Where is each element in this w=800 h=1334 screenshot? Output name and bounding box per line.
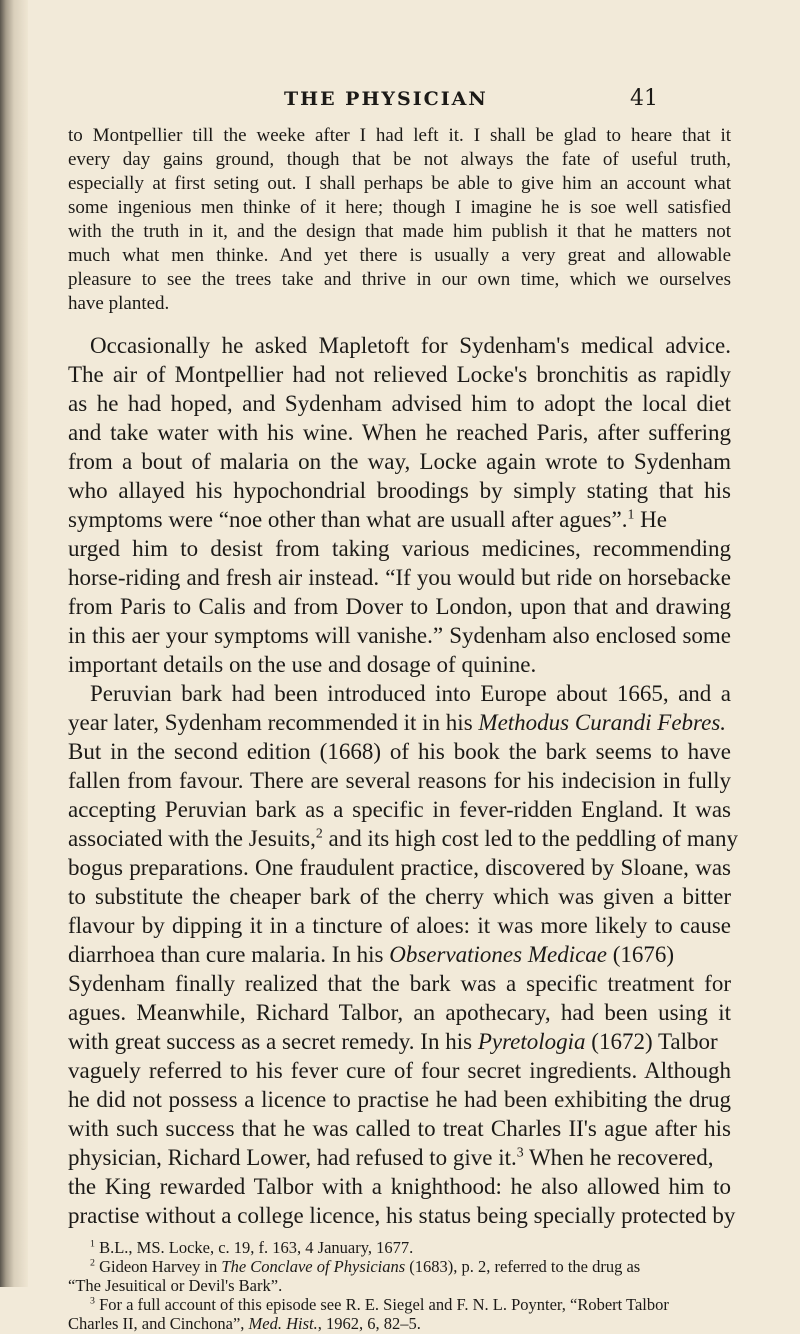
quote-line: some ingenious men thinke of it here; though I imagine he is soe well satisfied bbox=[68, 197, 731, 218]
body-line: physician, Richard Lower, had refused to give it.$^3$ When he recovered, bbox=[68, 1144, 714, 1170]
body-line: in this aer your symptoms will vanishe.” Sydenham also enclosed some bbox=[68, 623, 731, 648]
quote-line: have planted. bbox=[68, 293, 170, 314]
body-line: The air of Montpellier had not relieved Locke's bronchitis as rapidly bbox=[68, 362, 731, 387]
body-line: from Paris to Calis and from Dover to London, upon that and drawing bbox=[68, 594, 731, 619]
body-line: vaguely referred to his fever cure of four secret ingredients. Although bbox=[68, 1058, 731, 1083]
body-line: associated with the Jesuits,$^2$ and its high cost led to the peddling of many bbox=[68, 825, 738, 851]
quote-line: to Montpellier till the weeke after I had left it. I shall be glad to heare that it bbox=[68, 125, 731, 146]
body-line: bogus preparations. One fraudulent practice, discovered by Sloane, was bbox=[68, 855, 731, 880]
quote-line: especially at first seting out. I shall perhaps be able to give him an account what bbox=[68, 173, 731, 194]
body-line: flavour by dipping it in a tincture of aloes: it was more likely to cause bbox=[68, 913, 731, 938]
footnote-ref[interactable]: 2 bbox=[315, 825, 323, 841]
book-title: Observationes Medicae bbox=[389, 942, 608, 967]
quote-line: pleasure to see the trees take and thrive in our own time, which we ourselves bbox=[68, 269, 731, 290]
body-line: Peruvian bark had been introduced into Europe about 1665, and a bbox=[90, 681, 731, 706]
body-line: horse-riding and fresh air instead. “If you would but ride on horsebacke bbox=[68, 565, 731, 590]
body-line: as he had hoped, and Sydenham advised him to adopt the local diet bbox=[68, 391, 731, 416]
body-line: Occasionally he asked Mapletoft for Sydenham's medical advice. bbox=[90, 333, 731, 358]
body-line: the King rewarded Talbor with a knighthood: he also allowed him to bbox=[68, 1174, 731, 1199]
body-line: diarrhoea than cure malaria. In his Observationes Medicae (1676) bbox=[68, 942, 675, 967]
book-title: Pyretologia bbox=[477, 1029, 586, 1054]
body-line: who allayed his hypochondrial broodings by simply stating that his bbox=[68, 478, 731, 503]
body-line: and take water with his wine. When he reached Paris, after suffering bbox=[68, 420, 731, 445]
footnote-3-cont: Charles II, and Cinchona”, Med. Hist., 1962, 6, 82–5. bbox=[68, 1314, 421, 1333]
footnote-2-cont: “The Jesuitical or Devil's Bark”. bbox=[68, 1276, 283, 1295]
body-line: to substitute the cheaper bark of the cherry which was given a bitter bbox=[68, 884, 731, 909]
quote-line: every day gains ground, though that be not always the fate of useful truth, bbox=[68, 149, 731, 170]
body-line: year later, Sydenham recommended it in his Methodus Curandi Febres. bbox=[68, 710, 727, 735]
quote-line: much what men thinke. And yet there is usually a very great and allowable bbox=[68, 245, 731, 266]
footnote-ref[interactable]: 1 bbox=[627, 506, 635, 522]
book-title: Methodus Curandi Febres. bbox=[478, 710, 727, 735]
body-line: fallen from favour. There are several reasons for his indecision in fully bbox=[68, 768, 731, 793]
footnote-3: $^3$ For a full account of this episode see R. E. Siegel and F. N. L. Poynter, “Robert Talbor bbox=[90, 1295, 669, 1314]
body-line: But in the second edition (1668) of his book the bark seems to have bbox=[68, 739, 731, 764]
body-line: from a bout of malaria on the way, Locke again wrote to Sydenham bbox=[68, 449, 731, 474]
quote-line: with the truth in it, and the design that made him publish it that he matters not bbox=[68, 221, 731, 242]
body-line: important details on the use and dosage of quinine. bbox=[68, 652, 537, 677]
body-line: with such success that he was called to treat Charles II's ague after his bbox=[68, 1116, 731, 1141]
body-line: agues. Meanwhile, Richard Talbor, an apothecary, had been using it bbox=[68, 1000, 731, 1025]
body-line: with great success as a secret remedy. In his Pyretologia (1672) Talbor bbox=[68, 1029, 718, 1054]
body-line: accepting Peruvian bark as a specific in fever-ridden England. It was bbox=[68, 797, 731, 822]
footnote-1: $^1$ B.L., MS. Locke, c. 19, f. 163, 4 January, 1677. bbox=[90, 1238, 414, 1257]
body-line: urged him to desist from taking various medicines, recommending bbox=[68, 536, 731, 561]
body-line: symptoms were “noe other than what are usuall after agues”.$^1$ He bbox=[68, 506, 667, 532]
body-line: practise without a college licence, his status being specially protected by bbox=[68, 1203, 736, 1228]
running-head: THE PHYSICIAN bbox=[284, 88, 488, 110]
page-number: 41 bbox=[630, 86, 658, 111]
body-line: he did not possess a licence to practise he had been exhibiting the drug bbox=[68, 1087, 731, 1112]
footnote-ref[interactable]: 3 bbox=[516, 1144, 524, 1160]
footnote-2: $^2$ Gideon Harvey in The Conclave of Physicians (1683), p. 2, referred to the drug as bbox=[90, 1257, 641, 1276]
body-line: Sydenham finally realized that the bark was a specific treatment for bbox=[68, 971, 731, 996]
